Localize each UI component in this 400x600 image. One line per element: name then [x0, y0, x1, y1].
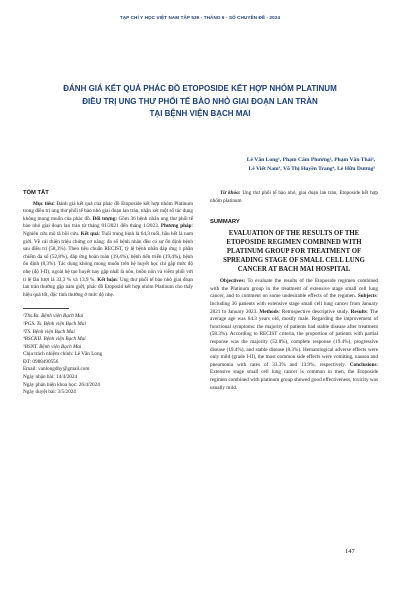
abstract-text: Gồm 36 bệnh nhân ung thư phổi tế bào nhỏ giai đoạn lan tràn từ tháng 01/2021 đến tháng 1/2023. [23, 215, 194, 230]
author-line: Lê Văn Long¹, Phạm Cẩm Phương², Phạm Văn Thái³, [246, 157, 375, 163]
affiliation: ²PGS. Ts. Bệnh viện Bạch Mai [23, 320, 86, 327]
accepted-date: Ngày duyệt bài: 3/5/2024 [23, 389, 76, 396]
review-date: Ngày phản biện khoa học: 26/4/2024 [23, 381, 100, 388]
abstract-text: Đánh giá kết quả của phác đồ Etoposide kết hợp nhóm Platinum trong điều trị ung thư phổi tế bào nhỏ giai đoạn lan tràn, nhận xét một số tác dụng không mong muốn của phác đồ. [23, 200, 193, 222]
title-line: ĐÁNH GIÁ KẾT QUẢ PHÁC ĐỒ ETOPOSIDE KẾT HỢP NHÓM PLATINUM [63, 84, 337, 93]
vietnamese-abstract [23, 201, 193, 300]
english-title: EVALUATION OF THE RESULTS OF THE ETOPOSIDE REGIMEN COMBINED WITH PLATINUM GROUP FOR TREATMENT OF SPREADING STAGE OF SMALL CELL LUNG CANCER AT BACH MAI HOSPITAL [223, 229, 365, 274]
abstract-label: Phương pháp [160, 223, 192, 230]
abstract-text: : Retrospective descriptive study. [278, 308, 351, 315]
page-number: 147 [345, 548, 355, 555]
abstract-label: Conclusions [349, 361, 377, 368]
abstract-text: : Extensive stage small cell lung cancer is common in men, the Etoposide regimen combined with platinum group showed good effectiveness, toxicity was usually mild. [210, 361, 378, 391]
abstract-label: Mục tiêu: [33, 200, 55, 207]
journal-header: TẠP CHÍ Y HỌC VIỆT NAM TẬP 539 - THÁNG 6 - SỐ CHUYÊN ĐỀ - 2024 [119, 15, 281, 20]
abstract-label: Subjects [357, 293, 377, 300]
abstract-text: : The average age was 64.3 years old, mostly male. Regarding the improvement of functional symptoms: the majority of patients had stable disease after treatment (58.3%). According to RECIST criteria, the proportion of patients with partial response was the majority (52.8%), complete response (19.4%), progressive disease (19.4%), and stable disease (8.3%). Hematological adverse effects were only mild (grade I-II), the most common side effects were vomiting, nausea and pneumonia with rates of 33.3% and 13.9%, respectively. [210, 308, 379, 368]
abstract-text: : Ung thư phổi tế bào nhỏ giai đoạn lan tràn thường gặp nam giới, phác đồ Etoposid kết hợp nhóm Platinum cho thấy hiệu quả tốt, độc tính thường ở mức độ nhẹ. [23, 276, 193, 298]
abstract-text: : Tuổi trung bình là 64,3 tuổi, hầu hết là nam giới. Về cải thiện triệu chứng cơ năng: đa số bệnh nhân đều có sự ổn định bệnh sau điều trị (58,3%). Theo tiêu chuẩn RECIST, tỷ lệ bệnh nhân đáp ứng 1 phần chiếm đa số (52,8%), đáp ứng hoàn toàn (19,4%), bệnh tiến triển (19,4%), bệnh ổn định (8,3%). Tác dụng không mong muốn trên hệ huyết học chỉ gặp mức độ nhẹ (độ I-II), ngoài hệ tạo huyết hay gặp nhất là nôn, buồn nôn và viêm phổi với tỉ lệ lần lượt là 33,3 % và 13,9 %. [23, 230, 193, 283]
title-line: ĐIỀU TRỊ UNG THƯ PHỔI TẾ BÀO NHỎ GIAI ĐOẠN LAN TRÀN [82, 96, 318, 106]
abstract-text: : Including 36 patients with extensive stage small cell lung cancer from January 2021 to January 2023. [210, 293, 378, 315]
abstract-text: To evaluate the results of the Etoposide regimen combined with the Platinum group in the treatment of extensive stage small cell lung cancer, and to comment on some undesirable effects of the regimen. [210, 278, 378, 300]
contact-email: Email: vanlongdhy@gmail.com [23, 366, 90, 373]
abstract-label: Results [350, 308, 367, 315]
contact-author: Chịu trách nhiệm chính: Lê Văn Long [23, 351, 103, 358]
keywords-text: Ung thư phổi tế bào nhỏ, giai đoạn lan tràn, Etoposide kết hợp nhóm platinum [210, 190, 378, 204]
affiliation: ⁴BSCKII. Bệnh viện Bạch Mai [23, 336, 86, 343]
title-line: TẠI BỆNH VIỆN BẠCH MAI [149, 109, 251, 118]
tom-tat-heading: TÓM TẮT [23, 190, 49, 196]
contact-phone: ĐT: 0988490556 [23, 358, 59, 365]
abstract-label: Objectives: [220, 278, 246, 285]
abstract-text: : Nghiên cứu mô tả hồi cứu. [23, 223, 193, 237]
affiliation: ¹Ths.Bs. Bệnh viện Bạch Mai [23, 313, 84, 320]
left-column [23, 190, 193, 397]
english-abstract [210, 278, 378, 392]
summary-heading: SUMMARY [210, 219, 240, 226]
author-list [180, 156, 375, 174]
keywords-label: Từ khóa: [220, 190, 241, 196]
author-line: Lê Viết Nam⁴, Võ Thị Huyền Trang⁴, Lê Hữu Dương⁵ [248, 166, 375, 172]
abstract-label: Kết luận [97, 276, 117, 283]
abstract-label: Đối tượng: [92, 215, 117, 222]
right-column [210, 190, 378, 392]
abstract-label: Methods [259, 308, 279, 315]
received-date: Ngày nhận bài: 14/4/2024 [23, 374, 78, 381]
abstract-label: Kết quả [80, 230, 99, 237]
vietnamese-keywords [210, 190, 378, 205]
footnote-rule [23, 308, 69, 309]
article-title [25, 83, 375, 121]
affiliation: ³TS. Bệnh viện Bạch Mai [23, 328, 75, 335]
affiliation: ⁵BSNT. Bệnh viện Bạch Mai [23, 343, 82, 350]
